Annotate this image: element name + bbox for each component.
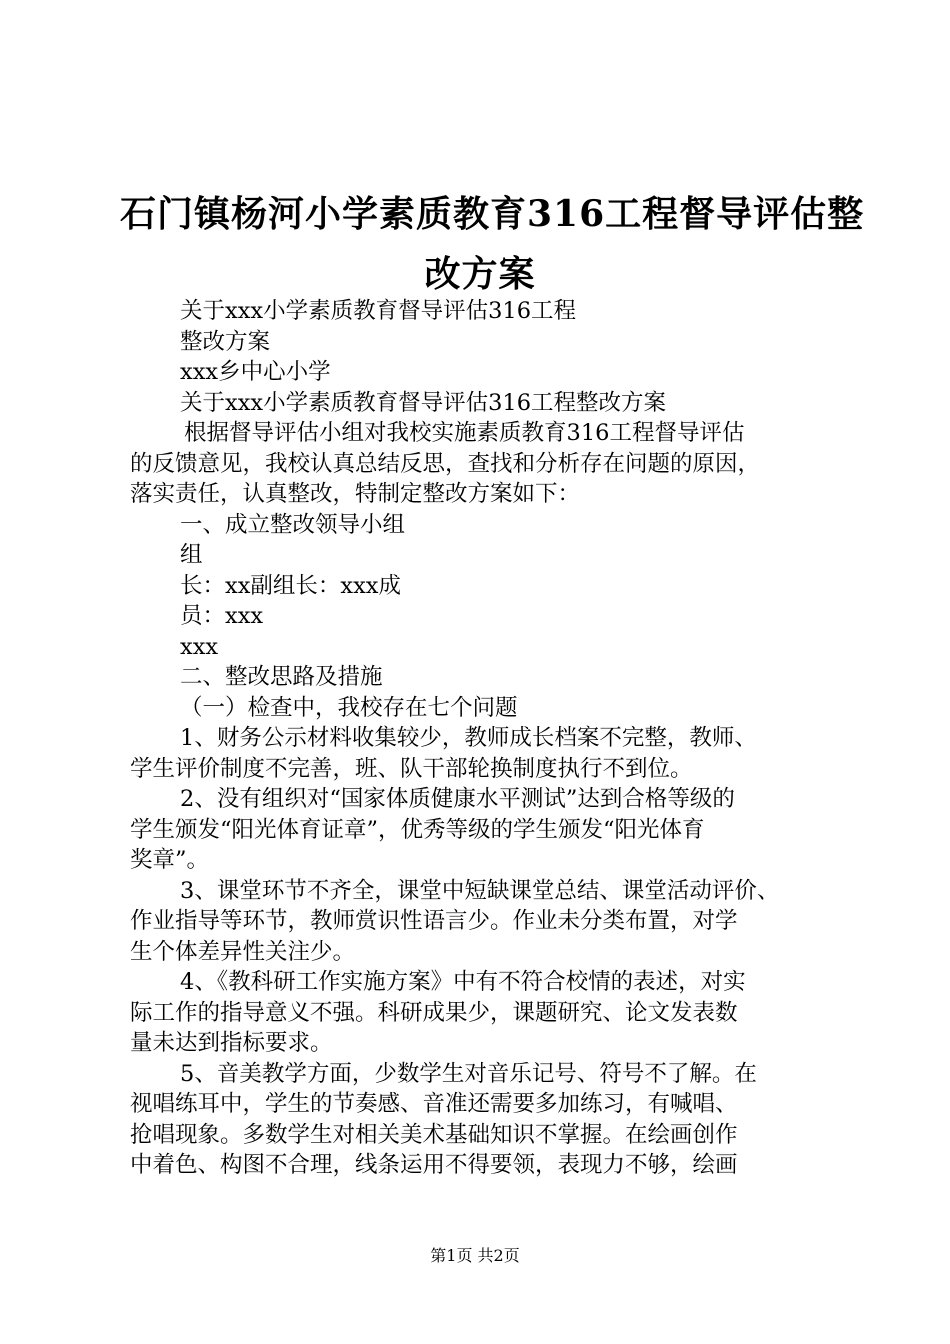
body-line: 际工作的指导意义不强。科研成果少，课题研究、论文发表数 [130, 999, 738, 1026]
body-line: 量未达到指标要求。 [130, 1030, 333, 1056]
body-line: （一）检查中，我校存在七个问题 [180, 694, 518, 721]
page-footer: 第1页 共2页 [430, 1246, 520, 1265]
body-line: 长：xx副组长：xxx成 [180, 572, 401, 599]
body-line: 学生评价制度不完善，班、队干部轮换制度执行不到位。 [130, 755, 693, 782]
body-line: 2、没有组织对“国家体质健康水平测试”达到合格等级的 [180, 786, 735, 812]
body-line: 视唱练耳中，学生的节奏感、音准还需要多加练习，有喊唱、 [130, 1091, 738, 1117]
body-line: 落实责任，认真整改，特制定整改方案如下： [130, 481, 581, 507]
body-line: 1、财务公示材料收集较少，教师成长档案不完整，教师、 [180, 725, 757, 751]
body-line: 关于xxx小学素质教育督导评估316工程整改方案 [180, 389, 667, 416]
body-line: 的反馈意见，我校认真总结反思，查找和分析存在问题的原因， [130, 450, 761, 477]
body-line: 学生颁发“阳光体育证章”，优秀等级的学生颁发“阳光体育 [130, 816, 705, 843]
body-line: 4、《教科研工作实施方案》中有不符合校情的表述，对实 [180, 969, 746, 995]
document-body [130, 296, 835, 1181]
body-line: 作业指导等环节，教师赏识性语言少。作业未分类布置，对学 [130, 908, 738, 934]
body-line: 一、成立整改领导小组 [180, 511, 406, 538]
body-line: 组 [180, 542, 203, 568]
body-line: 整改方案 [180, 328, 271, 355]
body-line: xxx乡中心小学 [180, 359, 331, 385]
body-line: 5、音美教学方面，少数学生对音乐记号、符号不了解。在 [180, 1060, 757, 1087]
document-title-line-2: 改方案 [424, 253, 536, 295]
body-line: 中着色、构图不合理，线条运用不得要领，表现力不够，绘画 [130, 1152, 738, 1178]
body-line: 奖章”。 [130, 847, 210, 873]
body-line: xxx [180, 633, 219, 660]
document-title-line-1: 石门镇杨河小学素质教育316工程督导评估整 [120, 193, 865, 235]
body-line: 3、课堂环节不齐全，课堂中短缺课堂总结、课堂活动评价、 [180, 877, 780, 904]
body-line: 生个体差异性关注少。 [130, 938, 356, 965]
body-line: 员：xxx [180, 603, 264, 629]
body-line: 根据督导评估小组对我校实施素质教育316工程督导评估 [184, 420, 745, 446]
body-line: 二、整改思路及措施 [180, 664, 383, 690]
body-line: 关于xxx小学素质教育督导评估316工程 [180, 298, 577, 324]
body-line: 抢唱现象。多数学生对相关美术基础知识不掌握。在绘画创作 [130, 1121, 738, 1148]
